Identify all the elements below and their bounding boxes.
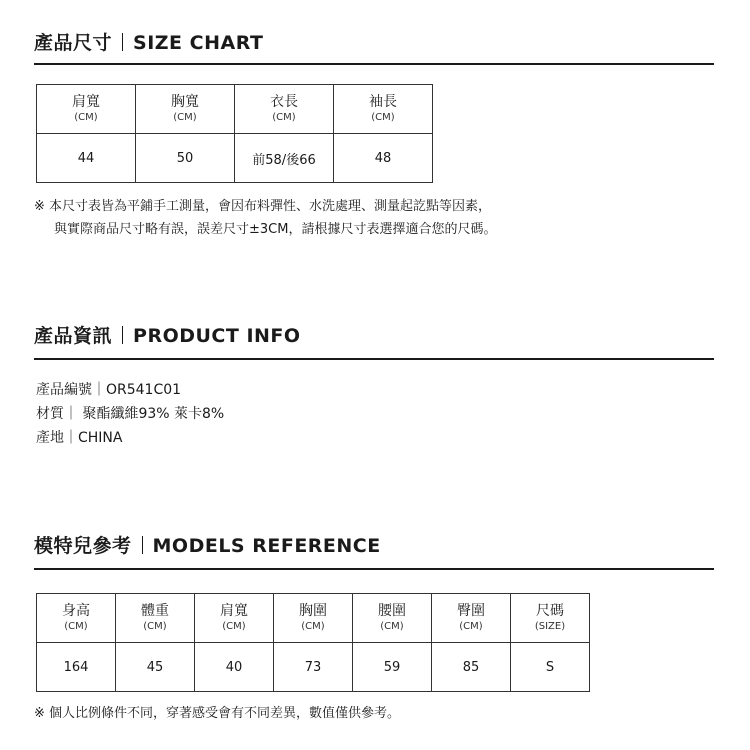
- header-cell: [195, 594, 274, 643]
- header-cell: [116, 594, 195, 643]
- models-reference-title-en: MODELS REFERENCE: [152, 535, 381, 557]
- header-cell: [334, 85, 433, 134]
- header-unit: (SIZE): [534, 620, 566, 632]
- product-info-title-en: PRODUCT INFO: [133, 325, 301, 347]
- header-unit: (CM): [380, 620, 404, 632]
- models-reference-table: [36, 593, 590, 692]
- title-divider: [122, 326, 123, 344]
- header-label: 身高: [62, 602, 90, 619]
- value-cell: S: [511, 643, 590, 692]
- header-cell: [432, 594, 511, 643]
- header-unit: (CM): [371, 111, 395, 123]
- header-label: 肩寬: [72, 93, 100, 110]
- header-cell: [511, 594, 590, 643]
- value-cell: 73: [274, 643, 353, 692]
- size-chart-value-row: [37, 134, 433, 183]
- header-label: 胸寬: [171, 93, 199, 110]
- header-unit: (CM): [301, 620, 325, 632]
- header-label: 衣長: [270, 93, 298, 110]
- models-header-row: [37, 594, 590, 643]
- models-reference-title-zh: 模特兒參考: [34, 535, 132, 557]
- product-material: 材質｜ 聚酯纖維93% 萊卡8%: [36, 406, 225, 422]
- product-origin: 產地｜CHINA: [36, 430, 123, 446]
- title-divider: [142, 536, 143, 554]
- header-label: 肩寬: [220, 602, 248, 619]
- product-info-rule: [34, 358, 714, 360]
- header-cell: [235, 85, 334, 134]
- size-chart-title-zh: 產品尺寸: [34, 32, 113, 54]
- size-chart-rule: [34, 63, 714, 65]
- size-chart-title: [34, 28, 263, 55]
- value-cell: 164: [37, 643, 116, 692]
- models-value-row: [37, 643, 590, 692]
- header-unit: (CM): [143, 620, 167, 632]
- size-note-line-1: ※ 本尺寸表皆為平鋪手工測量，會因布料彈性、水洗處理、測量起訖點等因素，: [34, 199, 492, 214]
- header-label: 胸圍: [299, 602, 327, 619]
- value-cell: 40: [195, 643, 274, 692]
- size-chart-title-en: SIZE CHART: [133, 32, 264, 54]
- header-label: 臀圍: [457, 602, 485, 619]
- value-cell: 50: [136, 134, 235, 183]
- models-reference-title: [34, 531, 381, 558]
- product-info-title: [34, 321, 301, 348]
- header-cell: [37, 85, 136, 134]
- value-cell: 前58/後66: [235, 134, 334, 183]
- size-chart-header-row: [37, 85, 433, 134]
- header-unit: (CM): [272, 111, 296, 123]
- value-cell: 44: [37, 134, 136, 183]
- value-cell: 48: [334, 134, 433, 183]
- header-label: 袖長: [369, 93, 397, 110]
- size-note-line-2: 與實際商品尺寸略有誤，誤差尺寸±3CM，請根據尺寸表選擇適合您的尺碼。: [54, 222, 497, 237]
- product-info-title-zh: 產品資訊: [34, 325, 113, 347]
- models-note-text: ※ 個人比例條件不同，穿著感受會有不同差異，數值僅供參考。: [34, 706, 401, 721]
- header-unit: (CM): [64, 620, 88, 632]
- header-cell: [353, 594, 432, 643]
- size-chart-table: [36, 84, 433, 183]
- size-chart-note: [34, 195, 496, 241]
- models-reference-rule: [34, 568, 714, 570]
- models-reference-note: [34, 702, 400, 725]
- header-label: 尺碼: [536, 602, 564, 619]
- header-unit: (CM): [74, 111, 98, 123]
- header-label: 腰圍: [378, 602, 406, 619]
- header-unit: (CM): [173, 111, 197, 123]
- value-cell: 45: [116, 643, 195, 692]
- product-number: 產品編號｜OR541C01: [36, 382, 182, 398]
- product-info-list: [36, 378, 224, 450]
- value-cell: 85: [432, 643, 511, 692]
- header-unit: (CM): [459, 620, 483, 632]
- header-cell: [274, 594, 353, 643]
- header-unit: (CM): [222, 620, 246, 632]
- header-label: 體重: [141, 602, 169, 619]
- title-divider: [122, 33, 123, 51]
- header-cell: [37, 594, 116, 643]
- header-cell: [136, 85, 235, 134]
- value-cell: 59: [353, 643, 432, 692]
